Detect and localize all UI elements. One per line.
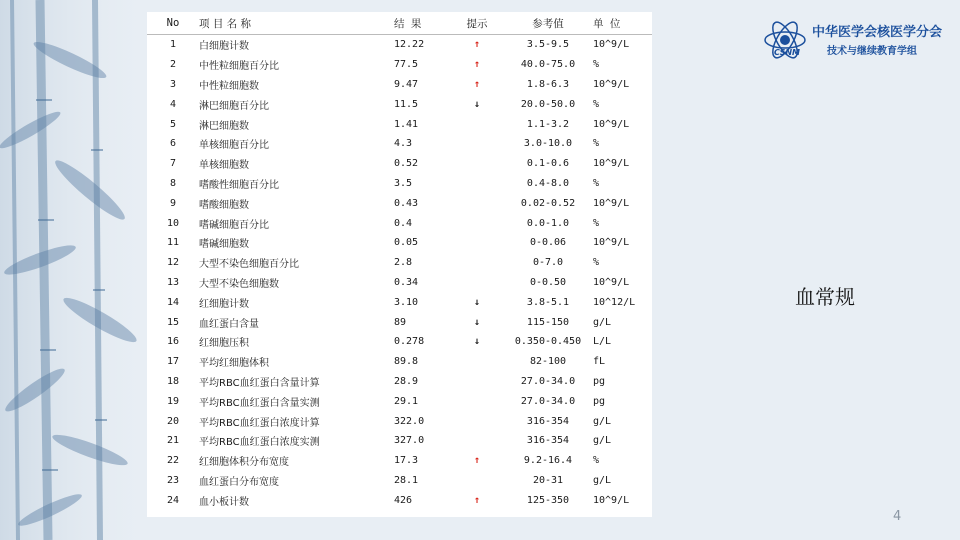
- row-result: 0.4: [394, 217, 413, 229]
- row-name: 平均RBC血红蛋白含量实测: [199, 397, 320, 409]
- row-result: 0.43: [394, 197, 419, 209]
- table-row: [147, 352, 652, 372]
- row-reference: 20.0-50.0: [520, 98, 576, 110]
- row-result: 9.47: [394, 78, 419, 90]
- row-no: 14: [166, 296, 180, 308]
- row-result: 89: [394, 316, 407, 328]
- row-flag: [447, 411, 507, 431]
- table-row: [147, 431, 652, 451]
- row-reference: 115-150: [526, 316, 570, 328]
- table-row: [147, 134, 652, 154]
- row-reference: 27.0-34.0: [520, 395, 576, 407]
- row-no: 24: [166, 494, 180, 506]
- row-unit: %: [593, 59, 600, 71]
- row-flag: [447, 372, 507, 392]
- row-name: 血红蛋白含量: [199, 318, 259, 330]
- row-unit: 10^9/L: [593, 158, 630, 170]
- row-unit: 10^9/L: [593, 118, 630, 130]
- row-reference: 0.350-0.450: [514, 336, 582, 348]
- row-name: 平均RBC血红蛋白浓度实测: [199, 437, 320, 449]
- row-no: 8: [169, 177, 177, 189]
- row-flag: [447, 213, 507, 233]
- row-name: 血红蛋白分布宽度: [199, 476, 279, 488]
- row-reference: 1.8-6.3: [526, 78, 570, 90]
- row-no: 16: [166, 336, 180, 348]
- flag-up-arrow-icon: ↑: [473, 494, 481, 506]
- row-no: 2: [169, 59, 177, 71]
- row-no: 7: [169, 158, 177, 170]
- row-flag: [447, 233, 507, 253]
- row-name: 大型不染色细胞数: [199, 278, 279, 290]
- row-result: 4.3: [394, 138, 413, 150]
- row-reference: 3.5-9.5: [526, 39, 570, 51]
- row-unit: 10^9/L: [593, 276, 630, 288]
- row-unit: %: [593, 217, 600, 229]
- row-reference: 125-350: [526, 494, 570, 506]
- row-result: 3.10: [394, 296, 419, 308]
- table-row: [147, 372, 652, 392]
- row-reference: 316-354: [526, 415, 570, 427]
- row-flag: [447, 114, 507, 134]
- row-no: 11: [166, 237, 180, 249]
- row-result: 28.9: [394, 375, 419, 387]
- row-flag: [447, 193, 507, 213]
- bamboo-decoration: [0, 0, 150, 540]
- row-no: 3: [169, 78, 177, 90]
- row-unit: 10^9/L: [593, 78, 630, 90]
- row-flag: [447, 253, 507, 273]
- row-name: 大型不染色细胞百分比: [199, 259, 299, 271]
- table-row: [147, 233, 652, 253]
- row-reference: 316-354: [526, 435, 570, 447]
- table-row: [147, 292, 652, 312]
- row-flag: [447, 174, 507, 194]
- row-no: 12: [166, 257, 180, 269]
- page-number: 4: [893, 509, 902, 524]
- row-no: 6: [169, 138, 177, 150]
- logo-title: 中华医学会核医学分会: [812, 25, 943, 40]
- row-result: 0.278: [394, 336, 425, 348]
- table-row: [147, 253, 652, 273]
- row-result: 0.05: [394, 237, 419, 249]
- row-result: 322.0: [394, 415, 425, 427]
- flag-up-arrow-icon: ↑: [473, 78, 481, 90]
- table-row: [147, 193, 652, 213]
- logo-abbr: CSNM: [774, 48, 801, 57]
- atom-logo-icon: [762, 18, 808, 64]
- row-flag: [447, 391, 507, 411]
- row-result: 3.5: [394, 177, 413, 189]
- row-reference: 0.1-0.6: [526, 158, 570, 170]
- row-reference: 3.0-10.0: [523, 138, 573, 150]
- flag-up-arrow-icon: ↑: [473, 455, 481, 467]
- row-flag: [447, 134, 507, 154]
- row-flag: [447, 471, 507, 491]
- row-result: 28.1: [394, 474, 419, 486]
- header-result: 结 果: [394, 12, 447, 35]
- table-row: [147, 174, 652, 194]
- row-unit: 10^9/L: [593, 39, 630, 51]
- row-no: 22: [166, 455, 180, 467]
- table-header-row: [147, 12, 652, 35]
- row-no: 13: [166, 276, 180, 288]
- row-reference: 20-31: [532, 474, 564, 486]
- row-name: 平均RBC血红蛋白浓度计算: [199, 417, 320, 429]
- row-unit: g/L: [593, 316, 612, 328]
- table-row: [147, 273, 652, 293]
- row-result: 12.22: [394, 39, 425, 51]
- row-flag: [447, 154, 507, 174]
- header-reference: 参考值: [507, 12, 589, 35]
- row-no: 23: [166, 474, 180, 486]
- row-result: 89.8: [394, 356, 419, 368]
- row-result: 11.5: [394, 98, 419, 110]
- row-reference: 0-7.0: [532, 257, 564, 269]
- flag-up-arrow-icon: ↑: [473, 39, 481, 51]
- flag-down-arrow-icon: ↓: [473, 296, 481, 308]
- row-unit: g/L: [593, 435, 612, 447]
- row-name: 中性粒细胞百分比: [199, 61, 279, 73]
- row-unit: 10^12/L: [593, 296, 636, 308]
- row-reference: 0.4-8.0: [526, 177, 570, 189]
- row-unit: 10^9/L: [593, 237, 630, 249]
- row-flag: [447, 352, 507, 372]
- row-no: 20: [166, 415, 180, 427]
- row-result: 2.8: [394, 257, 413, 269]
- row-no: 10: [166, 217, 180, 229]
- table-row: [147, 94, 652, 114]
- row-reference: 0-0.50: [529, 276, 567, 288]
- row-name: 平均红细胞体积: [199, 358, 269, 370]
- row-reference: 0.02-0.52: [520, 197, 576, 209]
- table-row: [147, 55, 652, 75]
- row-result: 17.3: [394, 455, 419, 467]
- row-no: 5: [169, 118, 177, 130]
- row-unit: L/L: [593, 336, 612, 348]
- row-result: 29.1: [394, 395, 419, 407]
- header-unit: 单 位: [589, 12, 652, 35]
- row-reference: 82-100: [529, 356, 567, 368]
- row-result: 426: [394, 494, 413, 506]
- row-no: 21: [166, 435, 180, 447]
- row-no: 17: [166, 356, 180, 368]
- row-flag: [447, 431, 507, 451]
- row-unit: pg: [593, 375, 606, 387]
- header-flag: 提示: [447, 12, 507, 35]
- row-unit: 10^9/L: [593, 494, 630, 506]
- flag-down-arrow-icon: ↓: [473, 336, 481, 348]
- row-no: 1: [169, 39, 177, 51]
- table-row: [147, 114, 652, 134]
- row-unit: %: [593, 257, 600, 269]
- csnm-logo: [762, 18, 952, 68]
- row-reference: 40.0-75.0: [520, 59, 576, 71]
- table-row: [147, 332, 652, 352]
- table-row: [147, 451, 652, 471]
- row-name: 嗜酸性细胞百分比: [199, 179, 279, 191]
- row-no: 15: [166, 316, 180, 328]
- row-name: 嗜碱细胞百分比: [199, 219, 269, 231]
- header-no: No: [147, 12, 199, 35]
- row-unit: %: [593, 455, 600, 467]
- row-name: 淋巴细胞数: [199, 120, 249, 132]
- table-row: [147, 154, 652, 174]
- slide-title: 血常规: [795, 285, 855, 309]
- row-name: 中性粒细胞数: [199, 80, 259, 92]
- row-reference: 27.0-34.0: [520, 375, 576, 387]
- row-unit: 10^9/L: [593, 197, 630, 209]
- row-result: 1.41: [394, 118, 419, 130]
- row-name: 红细胞压积: [199, 338, 249, 350]
- flag-down-arrow-icon: ↓: [473, 316, 481, 328]
- table-row: [147, 391, 652, 411]
- table-row: [147, 213, 652, 233]
- flag-up-arrow-icon: ↑: [473, 59, 481, 71]
- row-unit: fL: [593, 356, 606, 368]
- row-name: 红细胞体积分布宽度: [199, 457, 289, 469]
- row-result: 0.34: [394, 276, 419, 288]
- table-row: [147, 411, 652, 431]
- row-reference: 3.8-5.1: [526, 296, 570, 308]
- row-name: 白细胞计数: [199, 41, 249, 53]
- table-row: [147, 312, 652, 332]
- row-reference: 9.2-16.4: [523, 455, 573, 467]
- row-no: 18: [166, 375, 180, 387]
- row-name: 嗜酸细胞数: [199, 199, 249, 211]
- row-no: 19: [166, 395, 180, 407]
- row-name: 嗜碱细胞数: [199, 239, 249, 251]
- row-unit: g/L: [593, 415, 612, 427]
- logo-subtitle: 技术与继续教育学组: [827, 46, 917, 57]
- lab-report-table: [147, 12, 652, 517]
- row-name: 淋巴细胞百分比: [199, 100, 269, 112]
- row-no: 9: [169, 197, 177, 209]
- row-result: 77.5: [394, 59, 419, 71]
- flag-down-arrow-icon: ↓: [473, 98, 481, 110]
- header-name: 项 目 名 称: [199, 12, 394, 35]
- row-flag: [447, 273, 507, 293]
- row-unit: %: [593, 138, 600, 150]
- row-no: 4: [169, 98, 177, 110]
- row-reference: 0-0.06: [529, 237, 567, 249]
- table-row: [147, 471, 652, 491]
- row-reference: 1.1-3.2: [526, 118, 570, 130]
- table-row: [147, 490, 652, 510]
- row-result: 327.0: [394, 435, 425, 447]
- row-name: 红细胞计数: [199, 298, 249, 310]
- row-unit: pg: [593, 395, 606, 407]
- row-name: 血小板计数: [199, 496, 249, 508]
- row-name: 平均RBC血红蛋白含量计算: [199, 377, 320, 389]
- row-unit: %: [593, 98, 600, 110]
- row-unit: %: [593, 177, 600, 189]
- row-result: 0.52: [394, 158, 419, 170]
- row-name: 单核细胞百分比: [199, 140, 269, 152]
- row-unit: g/L: [593, 474, 612, 486]
- table-row: [147, 35, 652, 55]
- row-name: 单核细胞数: [199, 160, 249, 172]
- table-row: [147, 75, 652, 95]
- row-reference: 0.0-1.0: [526, 217, 570, 229]
